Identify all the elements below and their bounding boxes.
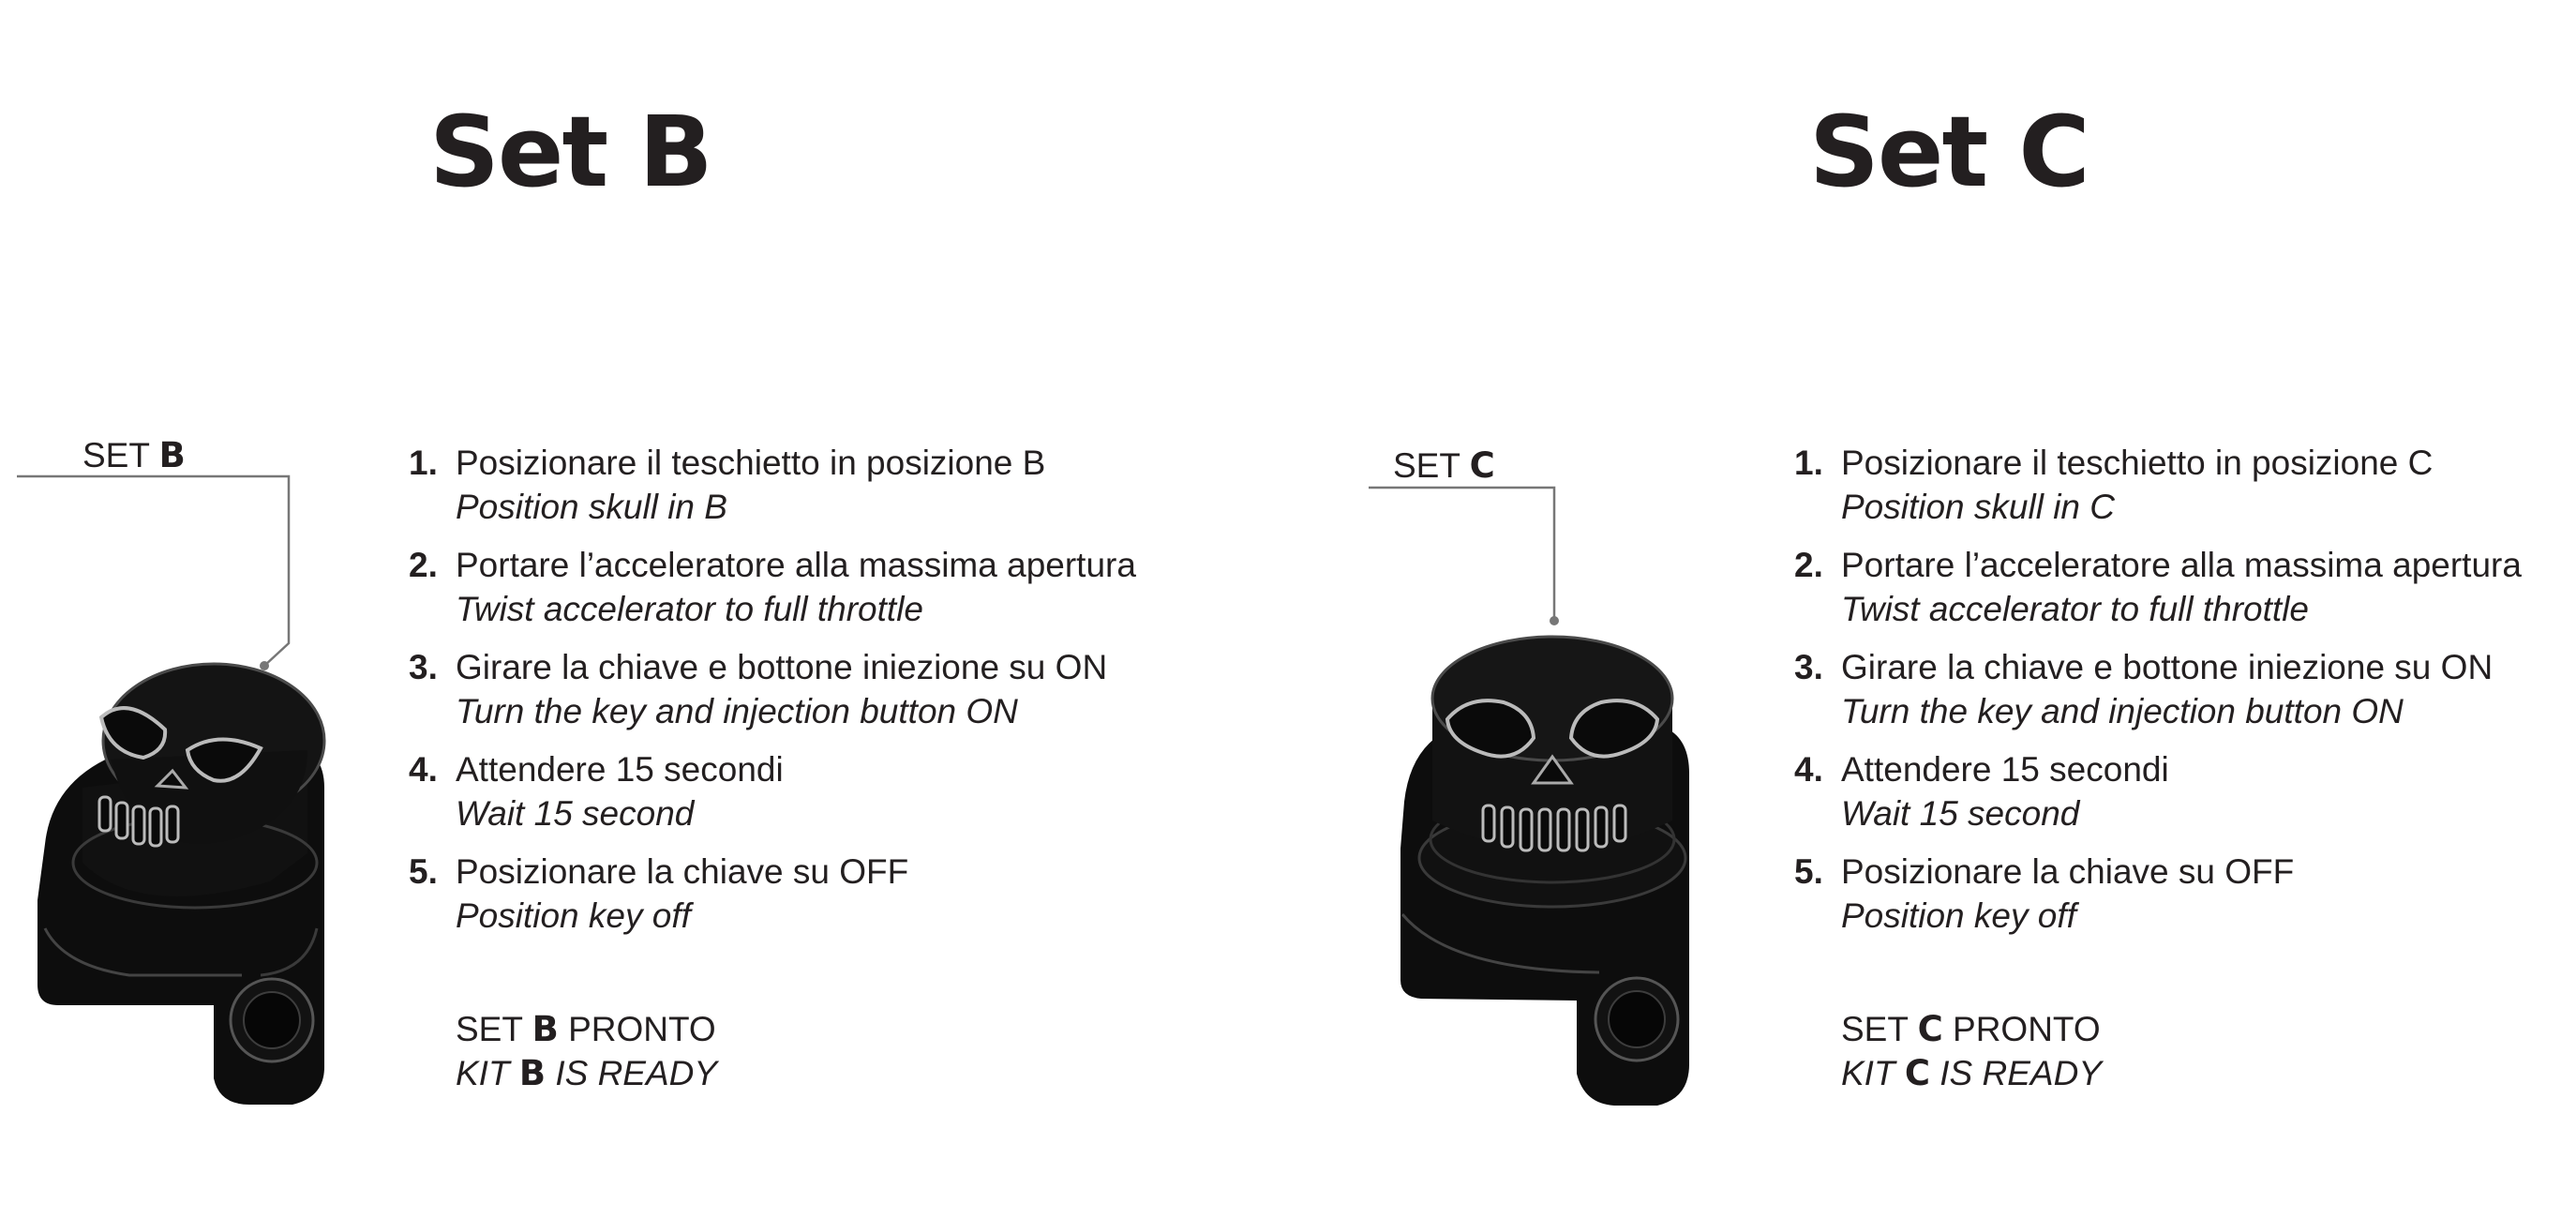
step-text-italian: Posizionare il teschietto in posizione B xyxy=(456,444,1046,482)
set-c-title: Set C xyxy=(1809,95,2089,209)
ready-text-english xyxy=(456,1051,717,1095)
ready-suffix: IS READY xyxy=(555,1054,718,1092)
step-text-italian: Portare l’acceleratore alla massima apertura xyxy=(1841,546,2522,584)
step-item xyxy=(1794,850,2522,952)
ready-text-italian xyxy=(456,1007,717,1051)
step-number: 4. xyxy=(409,750,438,789)
step-text-italian: Posizionare la chiave su OFF xyxy=(1841,852,2295,891)
step-item xyxy=(409,645,1136,747)
ready-prefix: KIT xyxy=(1841,1054,1895,1092)
ready-suffix: PRONTO xyxy=(1953,1010,2101,1048)
step-item xyxy=(1794,543,2522,645)
ready-letter: C xyxy=(1904,1053,1930,1093)
step-number: 3. xyxy=(409,648,438,686)
ready-suffix: PRONTO xyxy=(568,1010,716,1048)
step-text-english: Twist accelerator to full throttle xyxy=(1841,590,2309,628)
callout-letter: B xyxy=(158,435,186,475)
ready-text-english xyxy=(1841,1051,2102,1095)
ready-prefix: KIT xyxy=(456,1054,510,1092)
callout-prefix: SET xyxy=(82,436,150,474)
step-text-english: Position skull in B xyxy=(456,488,727,526)
step-number: 5. xyxy=(409,852,438,891)
step-text-english: Wait 15 second xyxy=(1841,794,2080,833)
step-text-italian: Portare l’acceleratore alla massima apertura xyxy=(456,546,1136,584)
callout-prefix: SET xyxy=(1393,446,1460,485)
ready-text-italian xyxy=(1841,1007,2102,1051)
set-c-ready-note xyxy=(1841,1007,2102,1095)
step-text-english: Position key off xyxy=(1841,896,2076,935)
step-number: 4. xyxy=(1794,750,1823,789)
callout-letter: C xyxy=(1469,445,1495,486)
ready-prefix: SET xyxy=(456,1010,523,1048)
step-text-italian: Posizionare il teschietto in posizione C xyxy=(1841,444,2434,482)
step-item xyxy=(409,441,1136,543)
set-b-ready-note xyxy=(456,1007,717,1095)
step-text-italian: Attendere 15 secondi xyxy=(1841,750,2169,789)
step-item xyxy=(1794,441,2522,543)
ready-letter: B xyxy=(518,1053,547,1093)
step-item xyxy=(409,850,1136,952)
step-text-italian: Attendere 15 secondi xyxy=(456,750,784,789)
step-number: 2. xyxy=(409,546,438,584)
step-text-italian: Girare la chiave e bottone iniezione su ON xyxy=(456,648,1108,686)
step-number: 1. xyxy=(409,444,438,482)
step-item xyxy=(1794,747,2522,850)
ready-letter: B xyxy=(532,1009,559,1049)
step-text-italian: Girare la chiave e bottone iniezione su ON xyxy=(1841,648,2494,686)
set-b-title: Set B xyxy=(429,95,711,209)
ready-prefix: SET xyxy=(1841,1010,1909,1048)
step-text-english: Turn the key and injection button ON xyxy=(456,692,1018,730)
step-item xyxy=(1794,645,2522,747)
step-text-english: Twist accelerator to full throttle xyxy=(456,590,923,628)
skull-device-image xyxy=(26,647,345,1116)
ready-letter: C xyxy=(1917,1009,1943,1049)
step-number: 3. xyxy=(1794,648,1823,686)
step-number: 1. xyxy=(1794,444,1823,482)
set-b-steps-list xyxy=(409,441,1136,952)
skull-device-image xyxy=(1393,633,1712,1121)
step-text-english: Position key off xyxy=(456,896,691,935)
step-text-english: Turn the key and injection button ON xyxy=(1841,692,2404,730)
step-text-english: Position skull in C xyxy=(1841,488,2116,526)
step-number: 2. xyxy=(1794,546,1823,584)
step-number: 5. xyxy=(1794,852,1823,891)
ready-suffix: IS READY xyxy=(1939,1054,2102,1092)
step-text-english: Wait 15 second xyxy=(456,794,695,833)
set-c-panel xyxy=(1288,0,2576,1219)
step-text-italian: Posizionare la chiave su OFF xyxy=(456,852,909,891)
step-item xyxy=(409,747,1136,850)
step-item xyxy=(409,543,1136,645)
set-c-steps-list xyxy=(1794,441,2522,952)
